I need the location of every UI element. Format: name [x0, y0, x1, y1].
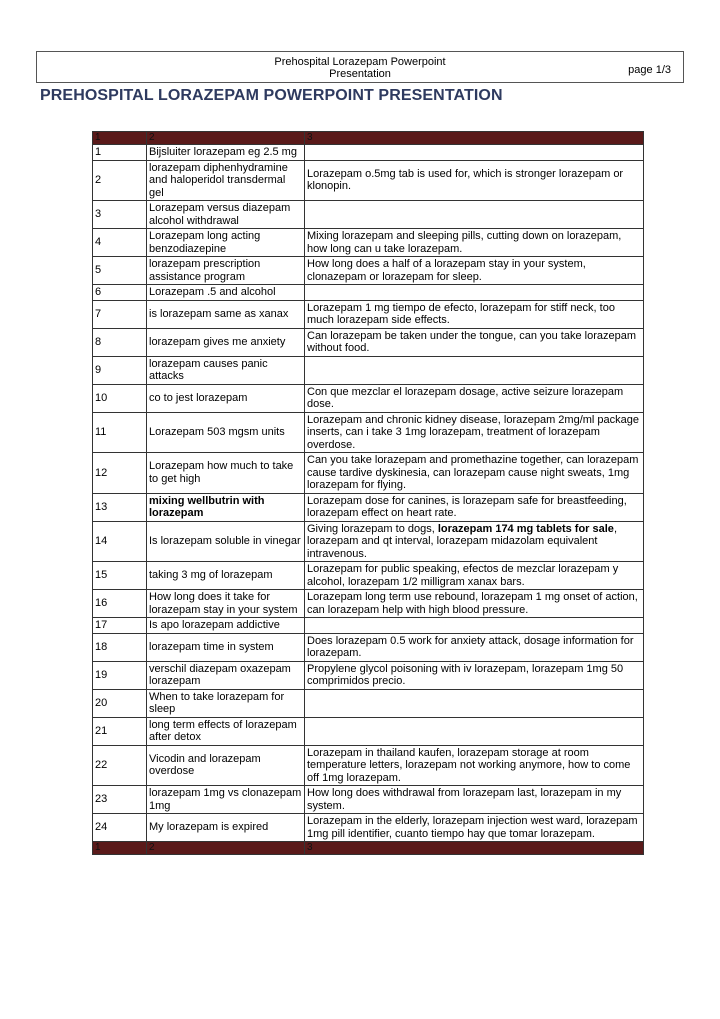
- row-number: 8: [93, 328, 147, 356]
- row-description: Lorazepam in the elderly, lorazepam injection west ward, lorazepam 1mg pill identifier, cuanto tiempo hay que tomar lorazepam.: [305, 814, 644, 842]
- row-number: 6: [93, 285, 147, 301]
- table-row: [93, 745, 644, 786]
- row-number: 11: [93, 412, 147, 453]
- table-row: [93, 201, 644, 229]
- row-description-part: , lorazepam and qt interval, lorazepam midazolam equivalent intravenous.: [307, 522, 617, 560]
- table-row: [93, 328, 644, 356]
- row-description: [305, 717, 644, 745]
- row-description-bold: lorazepam 174 mg tablets for sale: [437, 522, 614, 535]
- row-keyword: is lorazepam same as xanax: [147, 300, 305, 328]
- row-number: 5: [93, 257, 147, 285]
- row-keyword: lorazepam time in system: [147, 633, 305, 661]
- table-row: [93, 412, 644, 453]
- row-number: 2: [93, 160, 147, 201]
- row-description: Lorazepam in thailand kaufen, lorazepam storage at room temperature letters, lorazepam not working anymore, how to come off 1mg lorazepam.: [305, 745, 644, 786]
- row-keyword: When to take lorazepam for sleep: [147, 689, 305, 717]
- row-keyword: verschil diazepam oxazepam lorazepam: [147, 661, 305, 689]
- row-keyword: Is apo lorazepam addictive: [147, 618, 305, 634]
- row-keyword: lorazepam diphenhydramine and haloperidol transdermal gel: [147, 160, 305, 201]
- row-keyword: Is lorazepam soluble in vinegar: [147, 521, 305, 562]
- row-description: [305, 521, 644, 562]
- row-number: 23: [93, 786, 147, 814]
- row-number: 13: [93, 493, 147, 521]
- table-row: [93, 229, 644, 257]
- row-keyword: Lorazepam long acting benzodiazepine: [147, 229, 305, 257]
- table-row: [93, 285, 644, 301]
- row-description: Lorazepam long term use rebound, lorazepam 1 mg onset of action, can lorazepam help with high blood pressure.: [305, 590, 644, 618]
- row-keyword: co to jest lorazepam: [147, 384, 305, 412]
- row-number: 20: [93, 689, 147, 717]
- page-number: page 1/3: [628, 64, 671, 76]
- row-description: Can you take lorazepam and promethazine together, can lorazepam cause tardive dyskinesia, can lorazepam cause night sweats, 1mg lorazepam for flying.: [305, 453, 644, 494]
- table-footer-row: [93, 842, 644, 855]
- table-row: [93, 814, 644, 842]
- keyword-table: [92, 131, 644, 855]
- table-row: [93, 145, 644, 161]
- row-keyword: Vicodin and lorazepam overdose: [147, 745, 305, 786]
- row-number: 21: [93, 717, 147, 745]
- column-header: 3: [305, 132, 644, 145]
- row-number: 17: [93, 618, 147, 634]
- row-number: 10: [93, 384, 147, 412]
- row-keyword: How long does it take for lorazepam stay in your system: [147, 590, 305, 618]
- table-row: [93, 384, 644, 412]
- row-keyword: Bijsluiter lorazepam eg 2.5 mg: [147, 145, 305, 161]
- row-keyword: long term effects of lorazepam after detox: [147, 717, 305, 745]
- row-description: Does lorazepam 0.5 work for anxiety attack, dosage information for lorazepam.: [305, 633, 644, 661]
- row-keyword: Lorazepam versus diazepam alcohol withdrawal: [147, 201, 305, 229]
- row-description: How long does a half of a lorazepam stay in your system, clonazepam or lorazepam for sleep.: [305, 257, 644, 285]
- row-number: 22: [93, 745, 147, 786]
- row-keyword: Lorazepam 503 mgsm units: [147, 412, 305, 453]
- row-description: Lorazepam for public speaking, efectos de mezclar lorazepam y alcohol, lorazepam 1/2 milligram xanax bars.: [305, 562, 644, 590]
- table-row: [93, 453, 644, 494]
- row-description: [305, 356, 644, 384]
- row-description: Lorazepam dose for canines, is lorazepam safe for breastfeeding, lorazepam effect on heart rate.: [305, 493, 644, 521]
- table-row: [93, 300, 644, 328]
- row-description: [305, 201, 644, 229]
- row-description: Con que mezclar el lorazepam dosage, active seizure lorazepam dose.: [305, 384, 644, 412]
- table-row: [93, 786, 644, 814]
- row-number: 3: [93, 201, 147, 229]
- table-row: [93, 521, 644, 562]
- row-number: 14: [93, 521, 147, 562]
- row-keyword: lorazepam 1mg vs clonazepam 1mg: [147, 786, 305, 814]
- table-row: [93, 160, 644, 201]
- row-number: 19: [93, 661, 147, 689]
- row-description: Lorazepam and chronic kidney disease, lorazepam 2mg/ml package inserts, can i take 3 1mg lorazepam, treatment of lorazepam overdose.: [305, 412, 644, 453]
- row-keyword: lorazepam prescription assistance program: [147, 257, 305, 285]
- row-description: Lorazepam o.5mg tab is used for, which is stronger lorazepam or klonopin.: [305, 160, 644, 201]
- header-title-line1: Prehospital Lorazepam Powerpoint: [274, 56, 446, 68]
- row-description: Can lorazepam be taken under the tongue, can you take lorazepam without food.: [305, 328, 644, 356]
- row-number: 18: [93, 633, 147, 661]
- row-keyword: lorazepam causes panic attacks: [147, 356, 305, 384]
- column-footer: 1: [93, 842, 147, 855]
- table-row: [93, 562, 644, 590]
- table-row: [93, 493, 644, 521]
- table-row: [93, 717, 644, 745]
- row-keyword: mixing wellbutrin with lorazepam: [147, 493, 305, 521]
- table-header-row: [93, 132, 644, 145]
- table-row: [93, 356, 644, 384]
- column-header: 2: [147, 132, 305, 145]
- table-row: [93, 633, 644, 661]
- column-header: 1: [93, 132, 147, 145]
- row-number: 7: [93, 300, 147, 328]
- row-number: 24: [93, 814, 147, 842]
- row-keyword: My lorazepam is expired: [147, 814, 305, 842]
- table-row: [93, 661, 644, 689]
- row-number: 16: [93, 590, 147, 618]
- row-keyword: Lorazepam how much to take to get high: [147, 453, 305, 494]
- column-footer: 2: [147, 842, 305, 855]
- table-row: [93, 618, 644, 634]
- column-footer: 3: [305, 842, 644, 855]
- row-keyword: lorazepam gives me anxiety: [147, 328, 305, 356]
- document-header-title: [37, 56, 683, 80]
- document-header: [36, 51, 684, 83]
- row-description: [305, 145, 644, 161]
- row-number: 9: [93, 356, 147, 384]
- row-description: Lorazepam 1 mg tiempo de efecto, lorazepam for stiff neck, too much lorazepam side effects.: [305, 300, 644, 328]
- row-description: [305, 285, 644, 301]
- row-number: 15: [93, 562, 147, 590]
- row-number: 4: [93, 229, 147, 257]
- table-row: [93, 689, 644, 717]
- header-title-line2: Presentation: [329, 68, 391, 80]
- row-description: [305, 689, 644, 717]
- row-keyword: taking 3 mg of lorazepam: [147, 562, 305, 590]
- row-description: Mixing lorazepam and sleeping pills, cutting down on lorazepam, how long can u take lorazepam.: [305, 229, 644, 257]
- row-description: How long does withdrawal from lorazepam last, lorazepam in my system.: [305, 786, 644, 814]
- row-description: [305, 618, 644, 634]
- row-description-part: Giving lorazepam to dogs,: [307, 522, 438, 535]
- row-keyword: Lorazepam .5 and alcohol: [147, 285, 305, 301]
- row-number: 12: [93, 453, 147, 494]
- page-title: PREHOSPITAL LORAZEPAM POWERPOINT PRESENTATION: [40, 87, 503, 104]
- table-row: [93, 590, 644, 618]
- row-number: 1: [93, 145, 147, 161]
- table-row: [93, 257, 644, 285]
- row-description: Propylene glycol poisoning with iv lorazepam, lorazepam 1mg 50 comprimidos precio.: [305, 661, 644, 689]
